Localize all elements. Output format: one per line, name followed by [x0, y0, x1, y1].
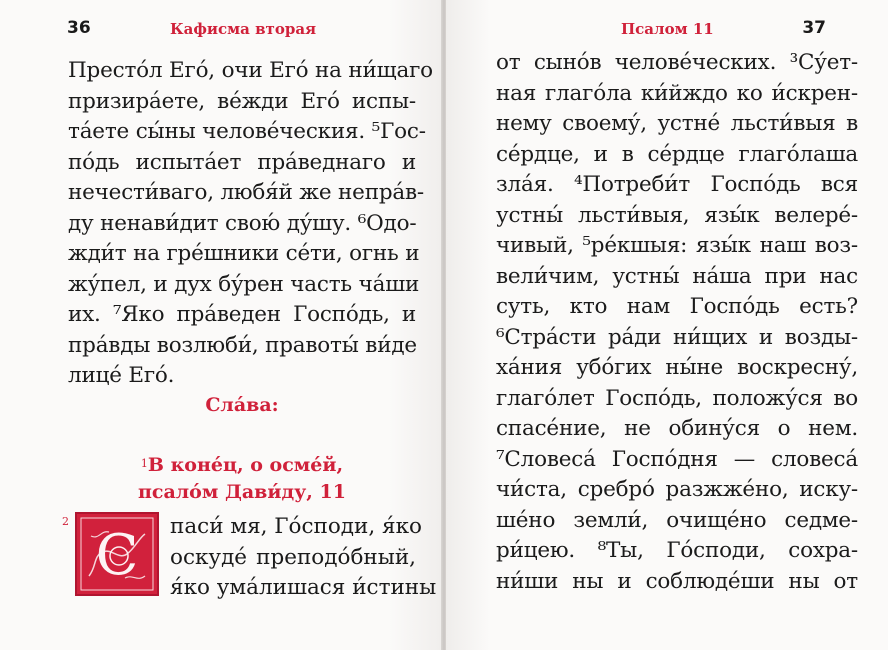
text-line: жу́пел, и дух бу́рен часть ча́ши: [68, 271, 420, 297]
text-line: зла́я. ⁴Потреби́т Госпо́дь вся: [496, 172, 858, 197]
text-line: та́ете сы́ны челове́ческия. ⁵Гос-: [68, 119, 426, 144]
text-line: чивый, ⁵ре́кшыя: язы́к наш воз-: [496, 233, 858, 258]
text-line: ни́ши ны и соблюде́ши ны от: [496, 568, 858, 594]
glory-rubric: Сла́ва:: [205, 394, 279, 416]
text-line: ха́ния убо́гих ны́не воскресну́,: [496, 355, 858, 380]
left-page: [0, 0, 442, 650]
running-head-left: Кафисма вторая: [170, 20, 317, 38]
text-line: их. ⁷Яко пра́веден Госпо́дь, и: [68, 302, 416, 327]
text-line: глаго́лет Госпо́дь, положу́ся во: [496, 385, 858, 411]
text-line: ⁶Стра́сти ра́ди ни́щих и возды-: [496, 324, 858, 350]
ornamental-initial-icon: [75, 512, 159, 596]
text-line: суть, кто нам Госпо́дь есть?: [496, 294, 858, 319]
text-line: Престо́л Его́, очи Его́ на ни́щаго: [68, 58, 433, 83]
text-line: призира́ете, ве́жди Его́ испы-: [68, 88, 416, 114]
page-number-right: 37: [802, 18, 826, 38]
text-line: от сыно́в челове́ческих. ³Су́ет-: [496, 50, 858, 75]
text-line: чи́ста, сребро́ разжже́но, иску-: [496, 477, 858, 502]
text-line: ду ненави́дит свою́ ду́шу. ⁶Одо-: [68, 210, 417, 236]
text-line: жди́т на гре́шники се́ти, огнь и: [68, 241, 420, 266]
psalm-title-line-1: В коне́ц, о осме́й,: [147, 454, 344, 476]
text-line: ше́но земли́, очище́но седме-: [496, 507, 858, 533]
page-number-left: 36: [67, 18, 91, 38]
text-line: по́дь испыта́ет пра́веднаго и: [68, 149, 416, 175]
text-line: я́ко ума́лишася и́стины: [170, 575, 437, 600]
left-body-text: [68, 56, 433, 392]
text-line: нему своему́, устне́ льсти́выя в: [496, 111, 858, 136]
text-line: оскуде́ преподо́бный,: [170, 544, 416, 570]
text-line: нечести́ваго, любя́й же непра́в-: [68, 180, 424, 205]
text-line: устны́ льсти́выя, язы́к велере́-: [496, 202, 858, 228]
right-page: [446, 0, 888, 650]
initial-paragraph: [170, 512, 437, 604]
verse-number: 2: [62, 515, 69, 528]
text-line: ⁷Словеса́ Госпо́дня — словеса́: [496, 446, 858, 472]
text-line: ная глаго́ла ки́йждо ко и́скрен-: [496, 80, 858, 106]
initial-letter: С: [95, 523, 139, 588]
text-line: лице́ Его́.: [68, 363, 175, 388]
right-body-text: [496, 48, 858, 597]
text-line: паси́ мя, Го́споди, я́ко: [170, 514, 422, 539]
running-head-right: Псалом 11: [621, 20, 714, 38]
text-line: пра́вды возлюби́, правоты́ ви́де: [68, 332, 417, 358]
psalm-title: [68, 452, 416, 506]
text-line: се́рдце, и в се́рдце глаго́лаша: [496, 141, 858, 167]
text-line: вели́чим, устны́ на́ша при нас: [496, 263, 858, 289]
text-line: ри́цею. ⁸Ты, Го́споди, сохра-: [496, 538, 858, 563]
initial-letter-graphic: [79, 516, 155, 592]
psalm-title-line-2: псало́м Дави́ду, 11: [138, 481, 346, 503]
psalm-title-verse-number: 1: [140, 457, 148, 470]
text-line: спасе́ние, не обину́ся о нем.: [496, 416, 858, 441]
